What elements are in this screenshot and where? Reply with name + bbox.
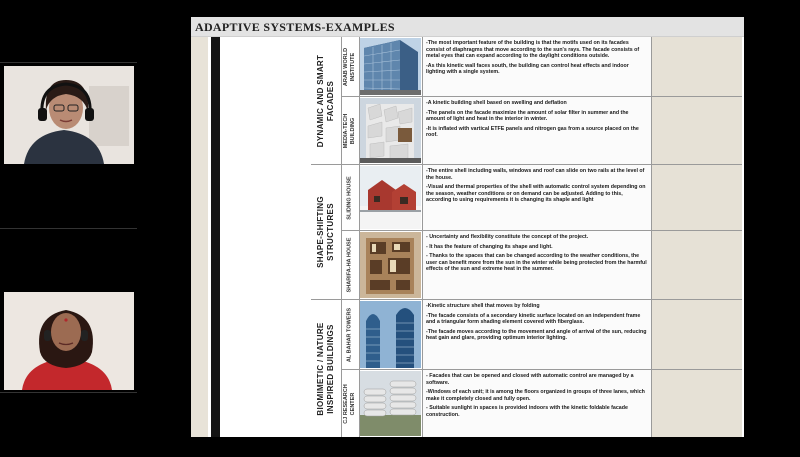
description-text: -The entire shell including walls, windows and roof can slide on two rails at the level of the house. <box>426 168 645 181</box>
description-text: - Suitable sunlight in spaces is provided indoors with the kinetic foldable facade construction. <box>426 405 628 418</box>
description-text: -The most important feature of the building is that the motifs used on its facades consist of diaphragms that move according to the sun's rays. The facade consists of metal eyes that can expand according to the daylight conditions outside. <box>426 40 640 60</box>
category-label: SHAPE-SHIFTING STRUCTURES <box>316 196 335 268</box>
description-text: - Uncertainty and flexibility constitute the concept of the project. <box>426 234 589 240</box>
category-label: BIOMIMETIC / NATURE INSPIRED BUILDINGS <box>316 321 335 416</box>
building-name: ARAB WORLD INSTITUTE <box>343 47 356 86</box>
category-biomimetic-buildings <box>311 300 341 437</box>
description-text: -The facade consists of a secondary kinetic surface located on an independent frame and a triangular form shading element covered with fiberglass. <box>426 312 641 326</box>
row-name-cell <box>341 370 359 437</box>
building-name: AL BAHAR TOWERS <box>346 307 353 362</box>
row-name-cell <box>341 97 359 164</box>
table-row <box>341 300 742 370</box>
row-description <box>422 165 651 230</box>
blank-column <box>651 37 742 96</box>
row-description <box>422 370 651 437</box>
participant-2-image <box>4 292 134 390</box>
blank-column <box>651 370 742 437</box>
video-divider <box>0 228 137 229</box>
sliding-house-photo <box>360 166 421 229</box>
participant-video-1[interactable] <box>4 66 134 164</box>
table-row <box>341 231 742 300</box>
table-divider <box>341 37 342 437</box>
table-row <box>341 370 742 437</box>
building-name: CJ RESEARCH CENTER <box>343 383 356 424</box>
table-divider <box>359 37 360 437</box>
description-text: -The panels on the facade maximize the amount of solar filter in summer and the amount of light and heat in the interior in winter. <box>426 109 629 123</box>
table-divider <box>422 37 423 437</box>
description-text: -A kinetic building shell based on swelling and deflation <box>426 100 567 106</box>
media-tech-building-photo <box>360 98 421 163</box>
description-text: -As this kinetic wall faces south, the building can control heat effects and indoor lighting with a single system. <box>426 62 629 76</box>
slide-dark-rule <box>211 37 220 437</box>
description-text: -Kinetic structure shell that moves by folding <box>426 303 540 309</box>
table-row <box>341 97 742 165</box>
sharifa-ha-house-photo <box>360 232 421 298</box>
participant-1-image <box>4 66 134 164</box>
building-name: SHARIFA-HA HOUSE <box>346 237 353 293</box>
row-name-cell <box>341 37 359 96</box>
al-bahar-towers-photo <box>360 301 421 368</box>
blank-column <box>651 231 742 299</box>
table-row <box>341 165 742 231</box>
cj-research-center-photo <box>360 371 421 436</box>
building-name: SLIDING HOUSE <box>346 175 353 220</box>
building-name: MEDIA-TECH BUILDING <box>343 113 356 148</box>
table-row <box>341 37 742 97</box>
slide-header <box>191 17 744 37</box>
arab-world-institute-photo <box>360 38 421 95</box>
table-divider <box>651 37 652 437</box>
blank-column <box>651 97 742 164</box>
slide-left-panel <box>191 37 208 437</box>
row-description <box>422 231 651 299</box>
row-description <box>422 97 651 164</box>
category-label: DYNAMIC AND SMART FACADES <box>316 54 335 147</box>
description-text: -Windows of each unit; it is among the floors organized in groups of three lanes, which make it completely closed and fully open. <box>426 389 645 402</box>
description-text: - Facades that can be opened and closed with automatic control are managed by a software. <box>426 373 634 386</box>
description-text: -It is inflated with vartical ETFE panels and nitrogen gas from a source placed on the roof. <box>426 125 639 139</box>
category-dynamic-smart-facades <box>311 37 341 165</box>
blank-column <box>651 165 742 230</box>
row-description <box>422 37 651 96</box>
row-name-cell <box>341 300 359 369</box>
video-divider <box>0 392 137 393</box>
row-name-cell <box>341 231 359 299</box>
description-text: -Visual and thermal properties of the shell with automatic control system depending on the season, weather conditions or on demand can be adjusted. Adding to this, according to using requirements it is changing its shaple and light <box>426 184 646 204</box>
row-name-cell <box>341 165 359 230</box>
description-text: - Thanks to the spaces that can be changed according to the weather conditions, the user can benefit more from the sun in the winter while being protected from the harmful effects of the sun and extreme heat in the summer. <box>426 253 647 273</box>
category-shape-shifting-structures <box>311 165 341 300</box>
blank-column <box>651 300 742 369</box>
description-text: -The facade moves according to the movement and angle of arrival of the sun, reducing heat gain and glare, providing optimum interior lighting. <box>426 328 647 342</box>
participant-video-2[interactable] <box>4 292 134 390</box>
row-description <box>422 300 651 369</box>
video-divider <box>0 62 137 63</box>
examples-table <box>311 37 742 437</box>
description-text: - It has the feature of changing its shape and light. <box>426 243 553 250</box>
slide-title: ADAPTIVE SYSTEMS-EXAMPLES <box>195 20 395 34</box>
shared-slide <box>191 17 744 437</box>
